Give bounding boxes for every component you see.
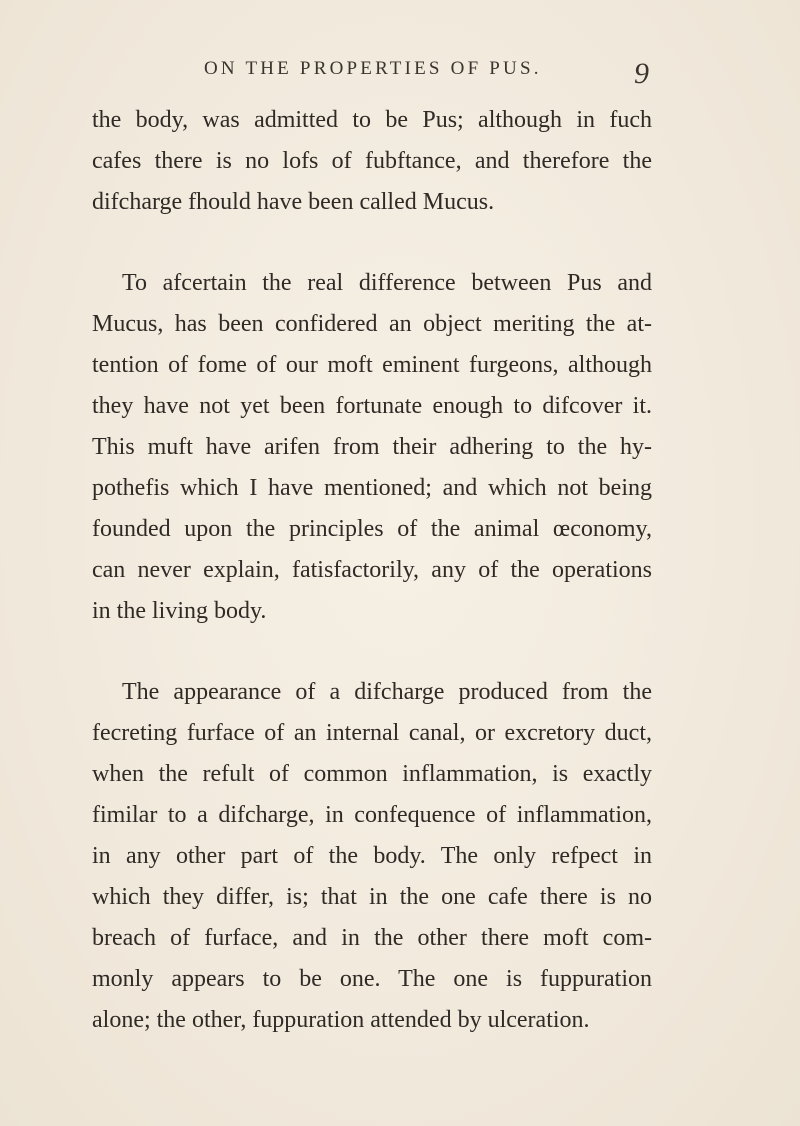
paragraph-1 — [92, 100, 652, 223]
text-line: The appearance of a difcharge produced from the — [122, 679, 652, 705]
text-line: which they differ, is; that in the one cafe there is no — [92, 884, 652, 910]
body-text — [92, 100, 652, 1081]
text-line: alone; the other, fuppuration attended by ulceration. — [92, 1007, 590, 1033]
text-line: tention of fome of our moft eminent furgeons, although — [92, 352, 652, 378]
text-line: To afcertain the real difference between Pus and — [122, 270, 652, 296]
text-line: fimilar to a difcharge, in confequence of inflammation, — [92, 802, 652, 828]
running-head: ON THE PROPERTIES OF PUS. — [204, 58, 542, 79]
text-line: when the refult of common inflammation, is exactly — [92, 761, 652, 787]
text-line: difcharge fhould have been called Mucus. — [92, 189, 495, 215]
text-line: monly appears to be one. The one is fuppuration — [92, 966, 652, 992]
text-line: they have not yet been fortunate enough to difcover it. — [92, 393, 652, 419]
text-line: fecreting furface of an internal canal, or excretory duct, — [92, 720, 652, 746]
paragraph-2 — [92, 263, 652, 632]
text-line: the body, was admitted to be Pus; although in fuch — [92, 107, 652, 133]
text-line: in the living body. — [92, 598, 267, 624]
text-line: cafes there is no lofs of fubftance, and therefore the — [92, 148, 652, 174]
text-line: This muft have arifen from their adhering to the hy- — [92, 434, 652, 460]
text-line: can never explain, fatisfactorily, any of the operations — [92, 557, 652, 583]
text-line: in any other part of the body. The only refpect in — [92, 843, 652, 869]
text-line: founded upon the principles of the animal œconomy, — [92, 516, 652, 542]
text-line: breach of furface, and in the other there moft com- — [92, 925, 652, 951]
text-line: pothefis which I have mentioned; and which not being — [92, 475, 652, 501]
page-number: 9 — [634, 57, 649, 90]
paragraph-3 — [92, 672, 652, 1041]
text-line: Mucus, has been confidered an object meriting the at- — [92, 311, 652, 337]
